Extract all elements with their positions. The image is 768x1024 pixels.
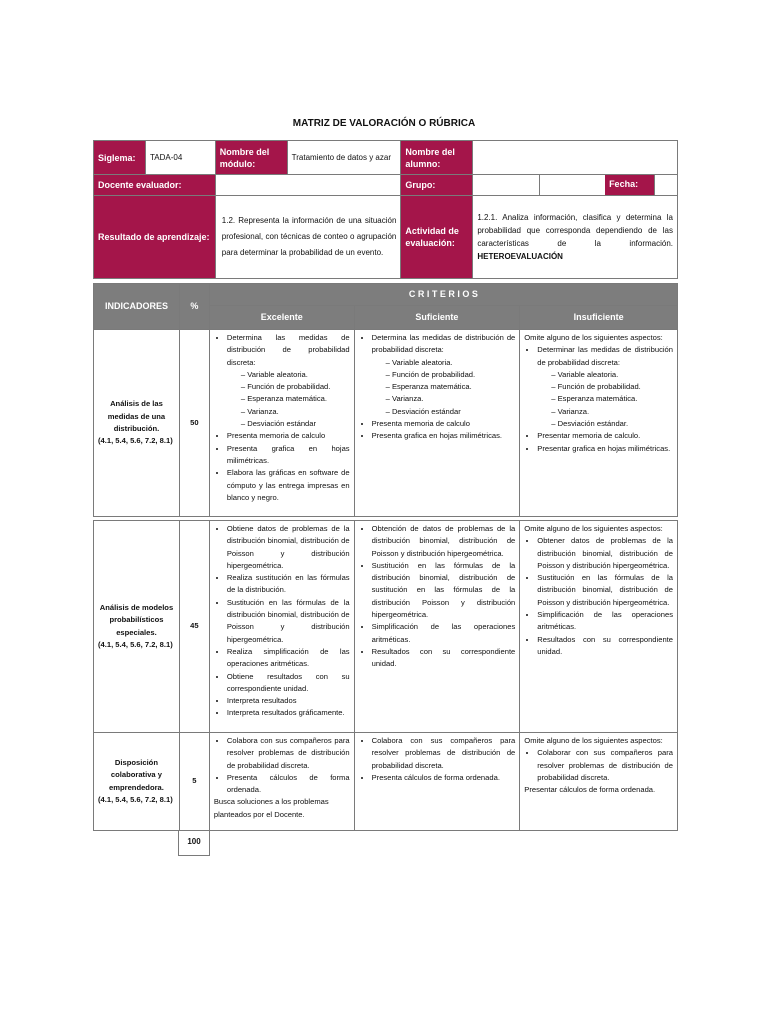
actividad-value: 1.2.1. Analiza información, clasifica y determina la probabilidad que corresponda dependiendo de las características de la información. HETEROEVALUACIÓN bbox=[473, 196, 678, 279]
suficiente-cell: • Colabora con sus compañeros para resolver problemas de distribución de probabilidad discreta. • Presenta cálculos de forma ordenada. bbox=[354, 733, 520, 831]
percent-cell: 45 bbox=[179, 521, 209, 733]
sigla-label: Siglema: bbox=[94, 141, 146, 175]
table-row bbox=[94, 733, 678, 831]
fecha-label: Fecha: bbox=[605, 175, 654, 195]
excelente-cell: • Colabora con sus compañeros para resolver problemas de distribución de probabilidad discreta. • Presenta cálculos de forma ordenada. Busca soluciones a los problemas planteados por el Docente. bbox=[209, 733, 354, 831]
actividad-label: Actividad de evaluación: bbox=[401, 196, 473, 279]
heteroevaluacion-tag: HETEROEVALUACIÓN bbox=[477, 252, 563, 261]
document-title: MATRIZ DE VALORACIÓN O RÚBRICA bbox=[292, 118, 476, 129]
docente-label: Docente evaluador: bbox=[94, 175, 216, 196]
criterios-header: C R I T E R I O S bbox=[209, 284, 677, 306]
indicator-cell: Análisis de modelos probabilísticos especiales. (4.1, 5.4, 5.6, 7.2, 8.1) bbox=[94, 521, 180, 733]
indicator-cell: Disposición colaborativa y emprendedora. (4.1, 5.4, 5.6, 7.2, 8.1) bbox=[94, 733, 180, 831]
percent-cell: 50 bbox=[179, 330, 209, 517]
alumno-field[interactable] bbox=[473, 141, 678, 175]
insuficiente-cell: Omite alguno de los siguientes aspectos: • Obtener datos de problemas de la distribución binomial, distribución de Poisson y distribución hipergeométrica. • Sustitución en las fórmulas de la distribución binomial, distribución de Poisson y distribución hipergeométrica. • Simplificación de las operaciones aritméticas. • Resultados con su correspondiente unidad. bbox=[520, 521, 678, 733]
table-row bbox=[94, 330, 678, 517]
excelente-header: Excelente bbox=[209, 306, 354, 330]
fecha-field[interactable] bbox=[654, 175, 677, 195]
suficiente-header: Suficiente bbox=[354, 306, 520, 330]
indicadores-header: INDICADORES bbox=[94, 284, 180, 330]
insuficiente-cell: Omite alguno de los siguientes aspectos: • Determinar las medidas de distribución de probabilidad discreta: – Variable aleatoria. – Función de probabilidad. – Esperanza matemática. – Varianza. – Desviación estándar. • Presentar memoria de calculo. • Presentar grafica en hojas milimétricas. bbox=[520, 330, 678, 517]
table-row bbox=[94, 521, 678, 733]
criteria-table-continued bbox=[93, 520, 678, 831]
percent-cell: 5 bbox=[179, 733, 209, 831]
insuficiente-header: Insuficiente bbox=[520, 306, 678, 330]
docente-field[interactable] bbox=[215, 175, 401, 196]
grupo-label: Grupo: bbox=[401, 175, 473, 196]
indicator-cell: Análisis de las medidas de una distribución. (4.1, 5.4, 5.6, 7.2, 8.1) bbox=[94, 330, 180, 517]
header-table bbox=[93, 140, 678, 279]
sigla-value: TADA-04 bbox=[145, 141, 215, 175]
resultado-label: Resultado de aprendizaje: bbox=[94, 196, 216, 279]
alumno-label: Nombre del alumno: bbox=[401, 141, 473, 175]
total-percent: 100 bbox=[178, 830, 210, 856]
resultado-value: 1.2. Representa la información de una situación profesional, con técnicas de conteo o agrupación para determinar la probabilidad de un evento. bbox=[215, 196, 401, 279]
modulo-label: Nombre del módulo: bbox=[215, 141, 287, 175]
excelente-cell: • Obtiene datos de problemas de la distribución binomial, distribución de Poisson y distribución hipergeométrica. • Realiza sustitución en las fórmulas de la distribución. • Sustitución en las fórmulas de la distribución binomial, distribución de Poisson y distribución hipergeométrica. • Realiza simplificación de las operaciones aritméticas. • Obtiene resultados con su correspondiente unidad. • Interpreta resultados • Interpreta resultados gráficamente. bbox=[209, 521, 354, 733]
criteria-table bbox=[93, 283, 678, 517]
percent-header: % bbox=[179, 284, 209, 330]
insuficiente-cell: Omite alguno de los siguientes aspectos: • Colaborar con sus compañeros para resolver problemas de distribución de probabilidad discreta. Presentar cálculos de forma ordenada. bbox=[520, 733, 678, 831]
grupo-field[interactable] bbox=[473, 175, 540, 196]
fecha-cell bbox=[540, 175, 678, 196]
excelente-cell: • Determina las medidas de distribución de probabilidad discreta: – Variable aleatoria. – Función de probabilidad. – Esperanza matemática. – Varianza. – Desviación estándar • Presenta memoria de calculo • Presenta grafica en hojas milimétricas. • Elabora las gráficas en software de cómputo y las entrega impresas en blanco y negro. bbox=[209, 330, 354, 517]
modulo-value: Tratamiento de datos y azar bbox=[287, 141, 401, 175]
suficiente-cell: • Obtención de datos de problemas de la distribución binomial, distribución de Poisson y distribución hipergeométrica. • Sustitución en las fórmulas de la distribución binomial, distribución de sustitución en las fórmulas de la distribución Poisson y distribución hipergeométrica. • Simplificación de las operaciones aritméticas. • Resultados con su correspondiente unidad. bbox=[354, 521, 520, 733]
suficiente-cell: • Determina las medidas de distribución de probabilidad discreta: – Variable aleatoria. – Función de probabilidad. – Esperanza matemática. – Varianza. – Desviación estándar • Presenta memoria de calculo • Presenta grafica en hojas milimétricas. bbox=[354, 330, 520, 517]
